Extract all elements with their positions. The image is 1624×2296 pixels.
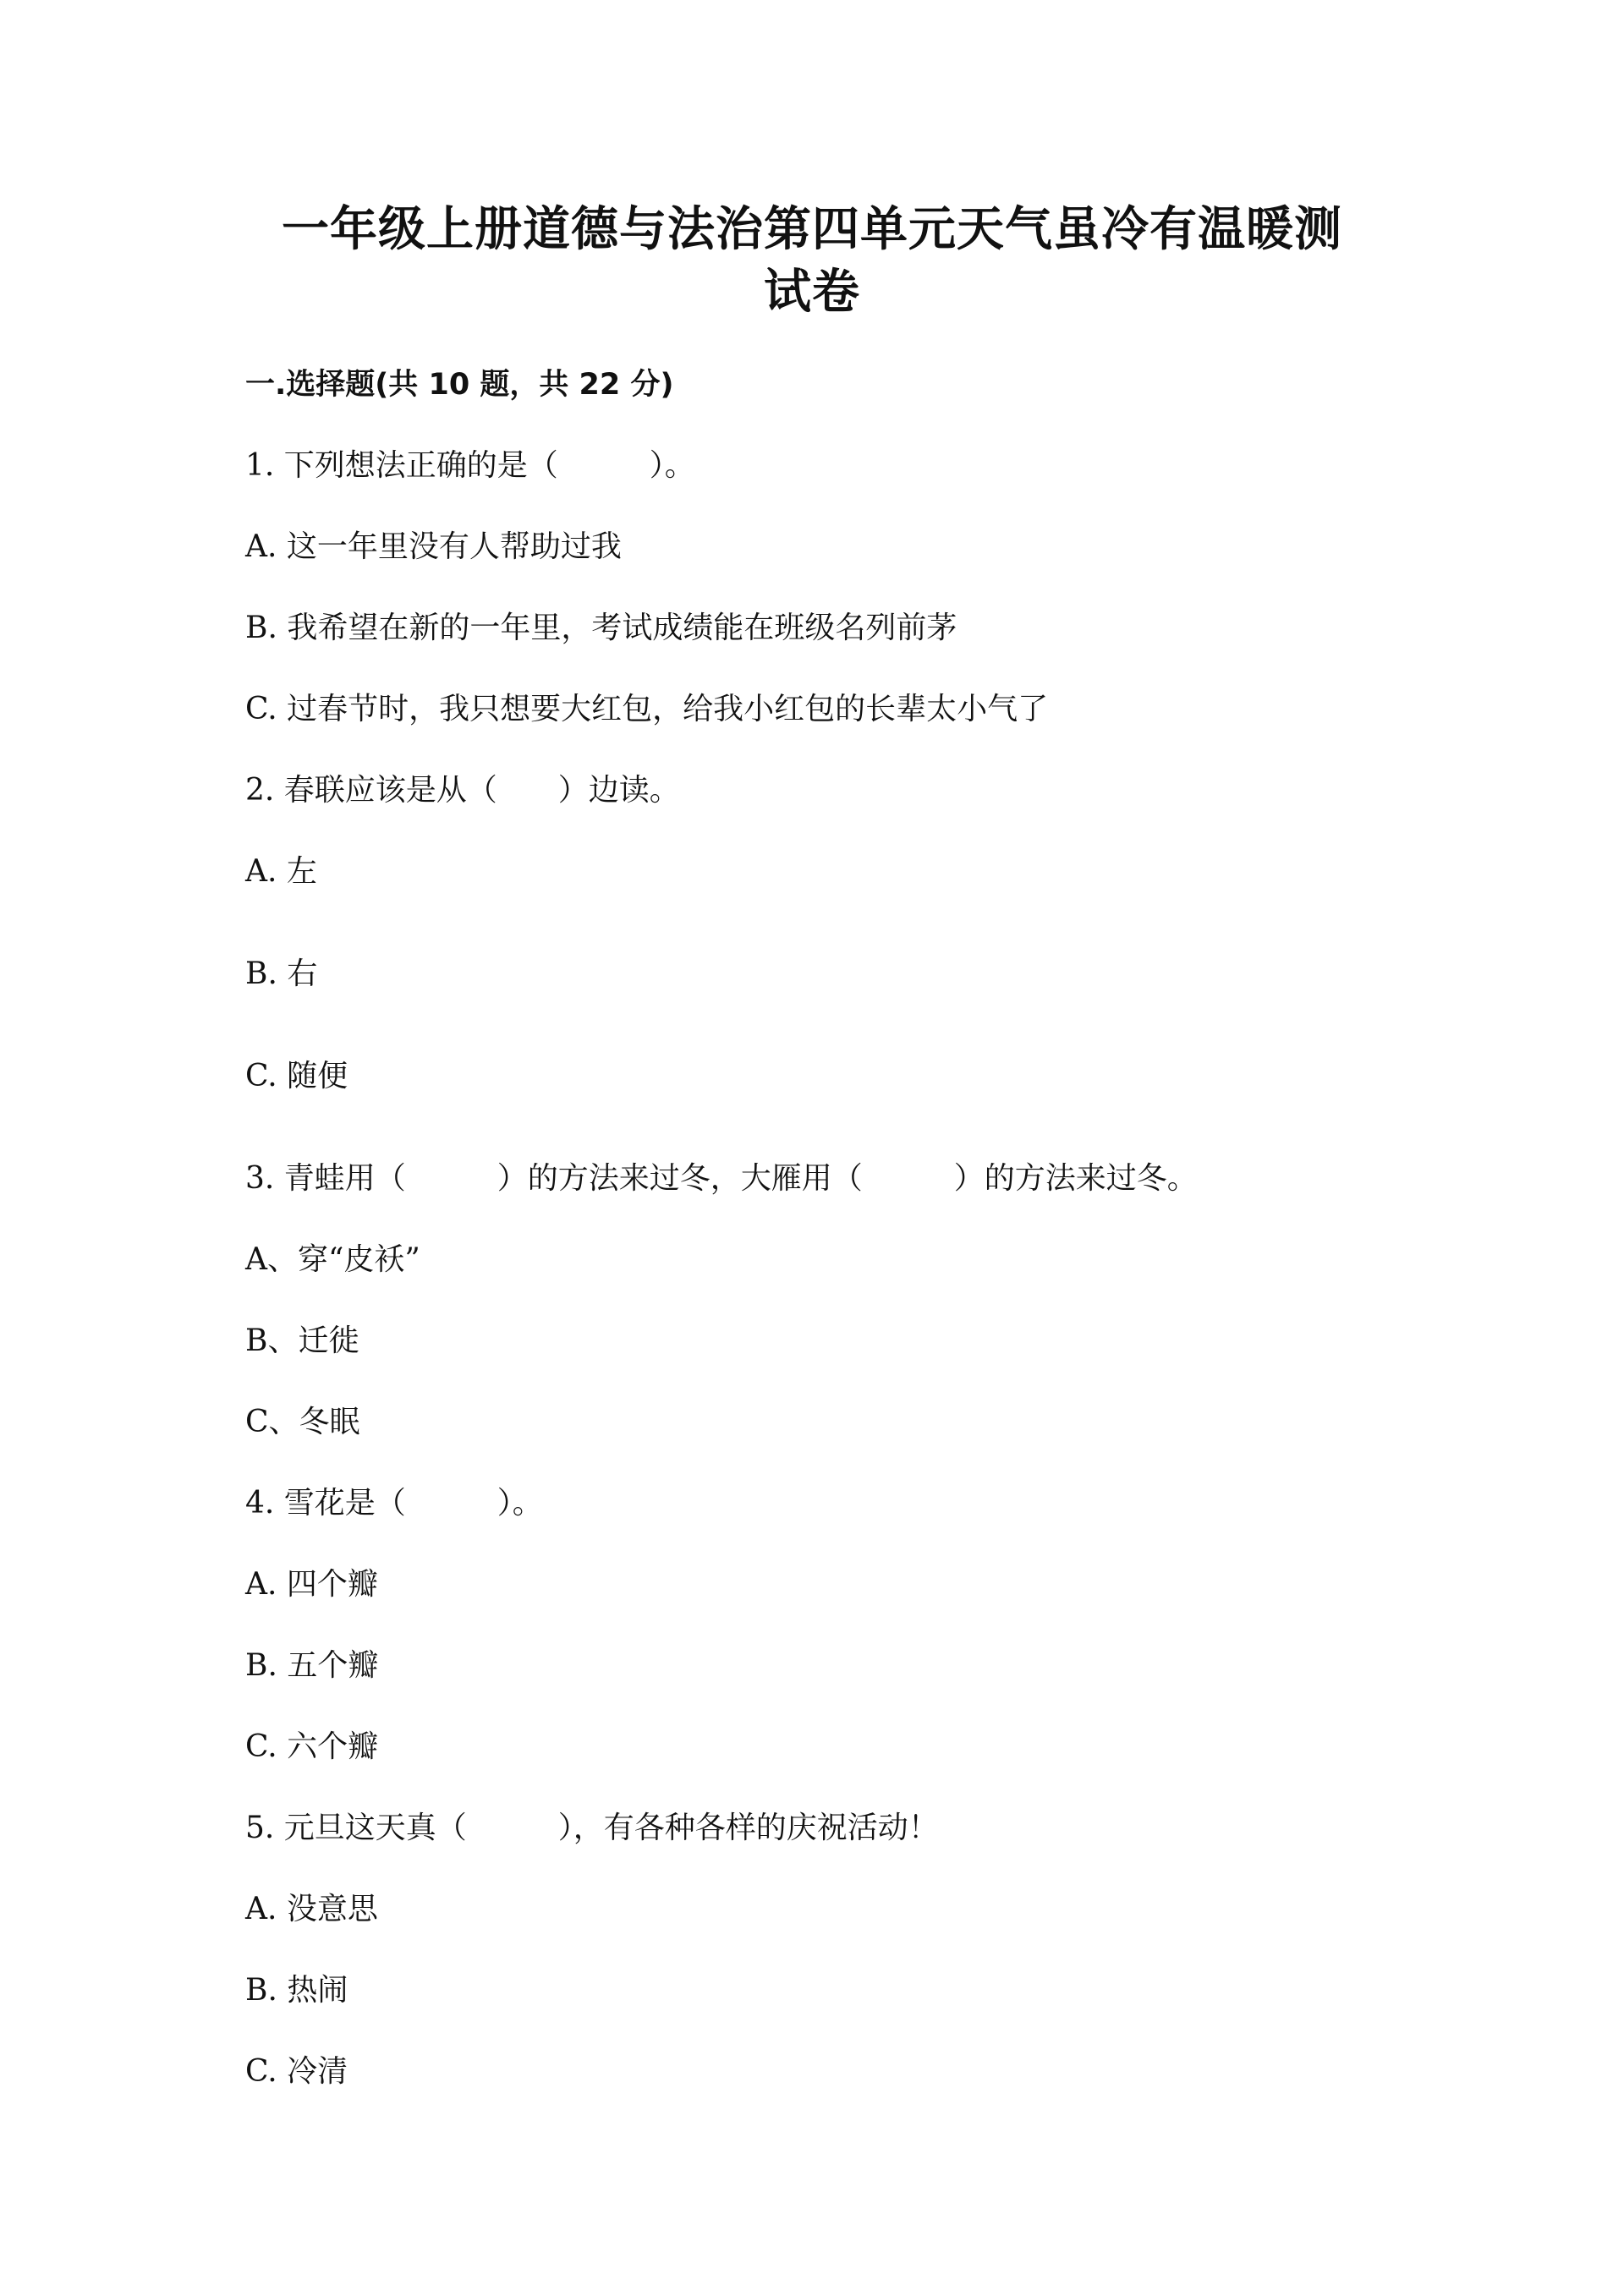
question-4-option-b: B. 五个瓣 — [245, 1648, 379, 1683]
question-2-stem: 2. 春联应该是从（ ）边读。 — [245, 773, 680, 808]
page-title-line-1: 一年级上册道德与法治第四单元天气虽冷有温暖测 — [282, 202, 1342, 257]
question-5-stem: 5. 元旦这天真（ ），有各种各样的庆祝活动！ — [245, 1811, 939, 1845]
question-2-option-a: A. 左 — [245, 854, 317, 889]
question-4-option-c: C. 六个瓣 — [245, 1729, 379, 1764]
question-1-stem: 1. 下列想法正确的是（ ）。 — [245, 448, 695, 483]
question-5-option-c: C. 冷清 — [245, 2054, 348, 2089]
section-heading: 一.选择题(共 10 题，共 22 分) — [245, 368, 674, 402]
question-3-option-a: A、穿“皮袄” — [245, 1242, 420, 1277]
question-4-option-a: A. 四个瓣 — [245, 1567, 378, 1602]
question-1-option-b: B. 我希望在新的一年里，考试成绩能在班级名列前茅 — [245, 611, 957, 645]
question-1-option-a: A. 这一年里没有人帮助过我 — [245, 529, 622, 564]
page-title-line-2: 试卷 — [764, 265, 860, 320]
question-5-option-a: A. 没意思 — [245, 1892, 378, 1926]
question-2-option-c: C. 随便 — [245, 1059, 348, 1093]
question-3-option-b: B、迁徙 — [245, 1323, 359, 1358]
question-5-option-b: B. 热闹 — [245, 1973, 348, 2008]
question-3-option-c: C、冬眠 — [245, 1405, 360, 1439]
question-1-option-c: C. 过春节时，我只想要大红包，给我小红包的长辈太小气了 — [245, 692, 1049, 726]
question-4-stem: 4. 雪花是（ ）。 — [245, 1486, 543, 1521]
question-3-stem: 3. 青蛙用（ ）的方法来过冬，大雁用（ ）的方法来过冬。 — [245, 1161, 1198, 1196]
question-2-option-b: B. 右 — [245, 956, 318, 991]
